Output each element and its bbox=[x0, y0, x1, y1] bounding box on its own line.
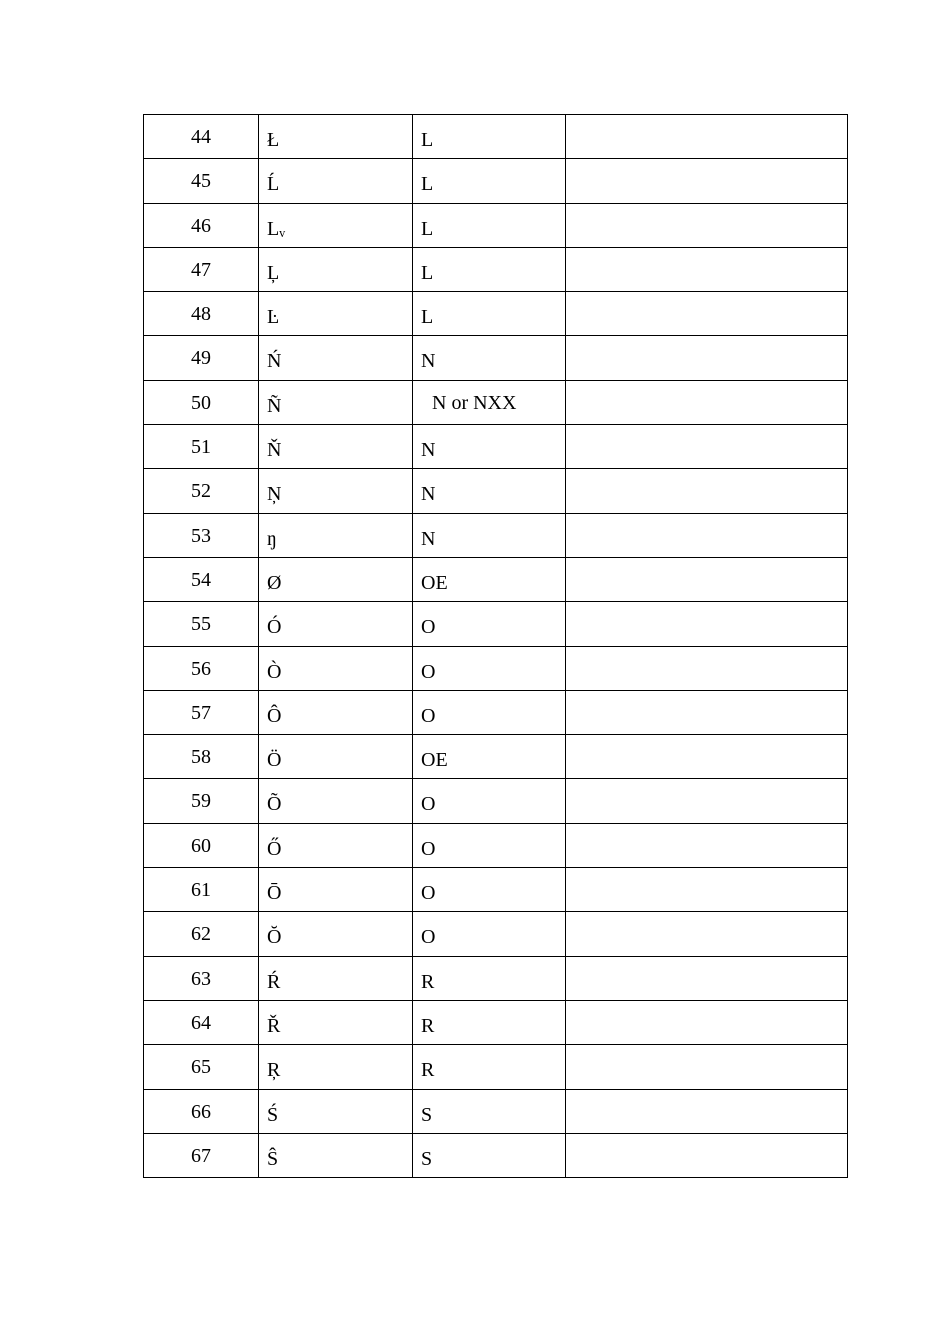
table-row bbox=[144, 380, 848, 424]
table-row bbox=[144, 247, 848, 291]
row-number-cell: 45 bbox=[144, 159, 259, 203]
table-row bbox=[144, 1045, 848, 1089]
special-character-cell: Ŀ bbox=[259, 292, 413, 336]
table-row bbox=[144, 513, 848, 557]
special-character-cell: Ń bbox=[259, 336, 413, 380]
converted-value-cell: L bbox=[413, 247, 566, 291]
converted-value-cell: R bbox=[413, 956, 566, 1000]
note-cell bbox=[566, 1133, 848, 1177]
table-row bbox=[144, 469, 848, 513]
row-number-cell: 48 bbox=[144, 292, 259, 336]
note-cell bbox=[566, 868, 848, 912]
note-cell bbox=[566, 1000, 848, 1044]
converted-value-cell: S bbox=[413, 1089, 566, 1133]
note-cell bbox=[566, 115, 848, 159]
table-row bbox=[144, 1089, 848, 1133]
special-character-cell: ŋ bbox=[259, 513, 413, 557]
table-row bbox=[144, 425, 848, 469]
row-number-cell: 50 bbox=[144, 380, 259, 424]
row-number-cell: 59 bbox=[144, 779, 259, 823]
note-cell bbox=[566, 425, 848, 469]
note-cell bbox=[566, 912, 848, 956]
note-cell bbox=[566, 380, 848, 424]
note-cell bbox=[566, 779, 848, 823]
special-character-cell: Ň bbox=[259, 425, 413, 469]
special-character-cell: Ō bbox=[259, 868, 413, 912]
row-number-cell: 58 bbox=[144, 735, 259, 779]
special-character-cell: Ŏ bbox=[259, 912, 413, 956]
converted-value-cell: N bbox=[413, 469, 566, 513]
converted-value-cell: N bbox=[413, 425, 566, 469]
note-cell bbox=[566, 159, 848, 203]
special-character-cell: Ø bbox=[259, 557, 413, 601]
special-character-cell: Ŕ bbox=[259, 956, 413, 1000]
table-row bbox=[144, 779, 848, 823]
converted-value-cell: OE bbox=[413, 557, 566, 601]
note-cell bbox=[566, 956, 848, 1000]
table-body bbox=[144, 115, 848, 1178]
character-conversion-table bbox=[143, 114, 848, 1178]
row-number-cell: 63 bbox=[144, 956, 259, 1000]
table-row bbox=[144, 292, 848, 336]
converted-value-cell: L bbox=[413, 115, 566, 159]
converted-value-cell: O bbox=[413, 823, 566, 867]
special-character-cell: Ő bbox=[259, 823, 413, 867]
note-cell bbox=[566, 557, 848, 601]
special-character-cell: Ļ bbox=[259, 247, 413, 291]
special-character-cell: Ò bbox=[259, 646, 413, 690]
row-number-cell: 62 bbox=[144, 912, 259, 956]
row-number-cell: 61 bbox=[144, 868, 259, 912]
note-cell bbox=[566, 735, 848, 779]
row-number-cell: 55 bbox=[144, 602, 259, 646]
note-cell bbox=[566, 292, 848, 336]
note-cell bbox=[566, 602, 848, 646]
table-row bbox=[144, 336, 848, 380]
converted-value-cell: N bbox=[413, 336, 566, 380]
row-number-cell: 53 bbox=[144, 513, 259, 557]
row-number-cell: 46 bbox=[144, 203, 259, 247]
note-cell bbox=[566, 646, 848, 690]
row-number-cell: 65 bbox=[144, 1045, 259, 1089]
table-row bbox=[144, 735, 848, 779]
row-number-cell: 49 bbox=[144, 336, 259, 380]
row-number-cell: 44 bbox=[144, 115, 259, 159]
row-number-cell: 66 bbox=[144, 1089, 259, 1133]
table-row bbox=[144, 159, 848, 203]
converted-value-cell: L bbox=[413, 203, 566, 247]
special-character-cell: Ŗ bbox=[259, 1045, 413, 1089]
converted-value-cell: O bbox=[413, 779, 566, 823]
converted-value-cell: L bbox=[413, 292, 566, 336]
note-cell bbox=[566, 823, 848, 867]
table-row bbox=[144, 203, 848, 247]
converted-value-cell: O bbox=[413, 602, 566, 646]
special-character-cell: Õ bbox=[259, 779, 413, 823]
row-number-cell: 51 bbox=[144, 425, 259, 469]
note-cell bbox=[566, 469, 848, 513]
converted-value-cell: O bbox=[413, 690, 566, 734]
table-row bbox=[144, 868, 848, 912]
note-cell bbox=[566, 513, 848, 557]
converted-value-cell: O bbox=[413, 646, 566, 690]
special-character-cell: Ñ bbox=[259, 380, 413, 424]
special-character-cell: Ó bbox=[259, 602, 413, 646]
row-number-cell: 57 bbox=[144, 690, 259, 734]
row-number-cell: 67 bbox=[144, 1133, 259, 1177]
converted-value-cell: R bbox=[413, 1045, 566, 1089]
table-row bbox=[144, 557, 848, 601]
row-number-cell: 52 bbox=[144, 469, 259, 513]
converted-value-cell: S bbox=[413, 1133, 566, 1177]
note-cell bbox=[566, 1089, 848, 1133]
note-cell bbox=[566, 1045, 848, 1089]
special-character-cell: Lᵥ bbox=[259, 203, 413, 247]
special-character-cell: Ś bbox=[259, 1089, 413, 1133]
note-cell bbox=[566, 690, 848, 734]
converted-value-cell: O bbox=[413, 912, 566, 956]
converted-value-cell: N bbox=[413, 513, 566, 557]
note-cell bbox=[566, 336, 848, 380]
converted-value-cell: O bbox=[413, 868, 566, 912]
row-number-cell: 64 bbox=[144, 1000, 259, 1044]
table-row bbox=[144, 602, 848, 646]
special-character-cell: Ņ bbox=[259, 469, 413, 513]
special-character-cell: Ĺ bbox=[259, 159, 413, 203]
note-cell bbox=[566, 247, 848, 291]
table-row bbox=[144, 690, 848, 734]
row-number-cell: 60 bbox=[144, 823, 259, 867]
note-cell bbox=[566, 203, 848, 247]
row-number-cell: 56 bbox=[144, 646, 259, 690]
special-character-cell: Ö bbox=[259, 735, 413, 779]
special-character-cell: Ŝ bbox=[259, 1133, 413, 1177]
converted-value-cell: R bbox=[413, 1000, 566, 1044]
converted-value-cell: N or NXX bbox=[413, 380, 566, 424]
special-character-cell: Ł bbox=[259, 115, 413, 159]
table-row bbox=[144, 1000, 848, 1044]
converted-value-cell: L bbox=[413, 159, 566, 203]
table-row bbox=[144, 912, 848, 956]
table-row bbox=[144, 115, 848, 159]
row-number-cell: 47 bbox=[144, 247, 259, 291]
table-row bbox=[144, 956, 848, 1000]
table-row bbox=[144, 1133, 848, 1177]
special-character-cell: Ř bbox=[259, 1000, 413, 1044]
table-row bbox=[144, 646, 848, 690]
converted-value-cell: OE bbox=[413, 735, 566, 779]
row-number-cell: 54 bbox=[144, 557, 259, 601]
special-character-cell: Ô bbox=[259, 690, 413, 734]
table-row bbox=[144, 823, 848, 867]
